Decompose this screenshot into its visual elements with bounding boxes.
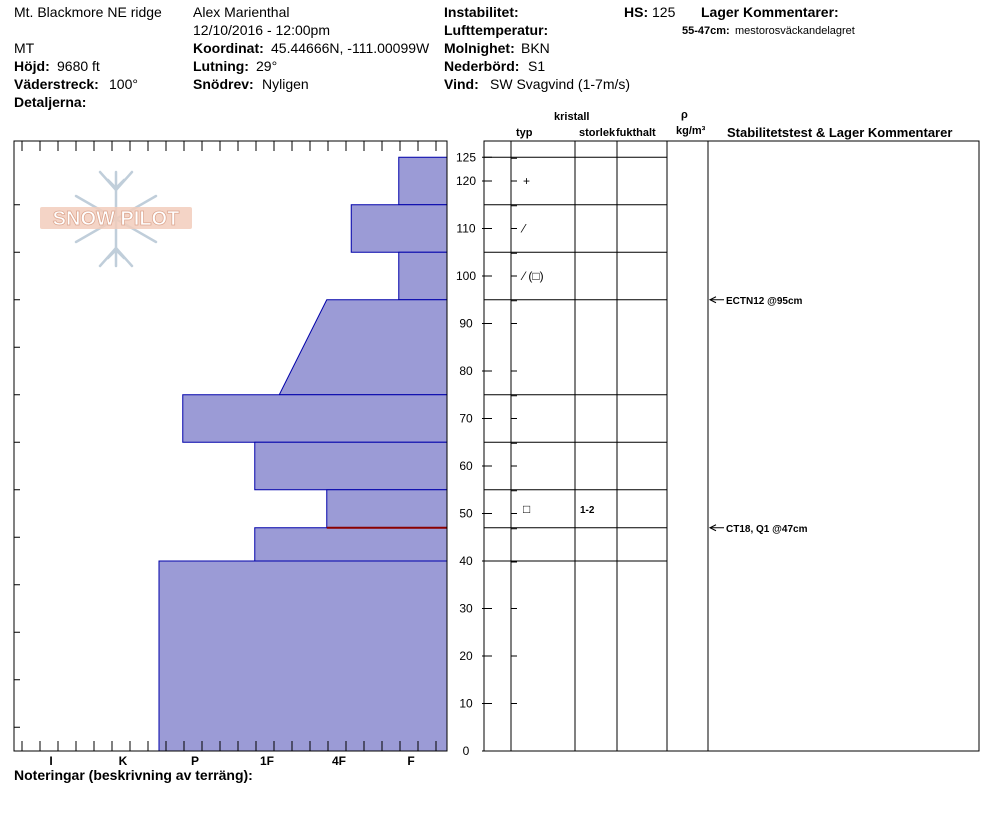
stability-test-1: CT18, Q1 @47cm [726,523,808,535]
grain-size-0: 1-2 [580,504,595,516]
precip-value: S1 [528,58,546,74]
depth-label-110: 110 [456,221,476,236]
moisture-header: fukthalt [616,127,656,139]
hardness-layer-6 [327,490,447,528]
hardness-label-1F: 1F [259,754,275,768]
depth-label-70: 70 [459,411,473,426]
depth-label-100: 100 [455,269,477,283]
depth-label-40: 40 [459,554,473,568]
coordinate-label: Koordinat: [193,40,264,56]
layer-comment-text: mestorosväckandelagret [735,25,855,37]
depth-label-50: 50 [459,506,473,521]
stability-header: Stabilitetstest & Lager Kommentarer [727,125,953,140]
depth-label-80: 80 [459,364,473,378]
grain-type-1: ⁄ [523,221,526,236]
hardness-label-K: K [118,754,128,768]
aspect-label: Väderstreck: [14,76,99,92]
hardness-label-F: F [407,754,415,768]
depth-label-0: 0 [462,744,470,758]
depth-label-20: 20 [459,649,473,663]
wind-label: Vind: [444,76,479,92]
hardness-label-P: P [190,754,200,768]
table-frame [484,141,979,751]
hardness-layer-8 [159,561,447,751]
rho-header: ρ [681,109,688,121]
depth-label-120: 120 [455,174,477,188]
depth-label-125: 125 [455,150,477,165]
stability-test-0: ECTN12 @95cm [726,295,803,307]
coordinate-value: 45.44666N, -111.00099W [271,40,430,56]
hs-value: 125 [652,4,676,20]
snowpilot-logo [40,172,192,266]
details-label: Detaljerna: [14,94,87,110]
logo-text: SNOW PILOT [52,208,180,230]
wind-loading-value: Nyligen [262,76,309,92]
observer-name: Alex Marienthal [193,4,290,20]
crystal-header: kristall [554,111,590,123]
depth-label-30: 30 [459,601,473,616]
layer-comments-label: Lager Kommentarer: [701,4,839,20]
size-header: storlek [579,127,616,139]
depth-label-90: 90 [459,316,473,331]
hardness-layer-2 [399,252,447,300]
notes-label: Noteringar (beskrivning av terräng): [14,767,253,783]
wind-value: SW Svagvind (1-7m/s) [490,76,631,92]
type-header: typ [516,127,533,139]
depth-label-60: 60 [459,459,473,473]
grain-type-3: □ [523,501,531,516]
elevation-label: Höjd: [14,58,50,74]
location-name: Mt. Blackmore NE ridge [14,4,162,20]
slope-value: 29° [256,58,278,74]
sky-label: Molnighet: [444,40,515,56]
hardness-label-I: I [49,754,53,768]
sky-value: BKN [521,40,550,56]
hardness-layer-5 [255,442,447,490]
aspect-value: 100° [109,76,138,92]
state: MT [14,40,35,56]
hardness-layer-4 [183,395,447,443]
layer-comment-range: 55-47cm: [682,25,730,37]
hardness-layer-0 [399,157,447,205]
wind-loading-label: Snödrev: [193,76,254,92]
hs-label: HS: [624,4,649,20]
hardness-layer-7 [255,528,447,561]
hardness-label-4F: 4F [331,754,347,768]
depth-label-10: 10 [459,696,473,711]
instability-label: Instabilitet: [444,4,519,20]
slope-label: Lutning: [193,58,249,74]
elevation-value: 9680 ft [57,58,100,74]
hardness-layer-3 [279,300,447,395]
air-temp-label: Lufttemperatur: [444,22,549,38]
precip-label: Nederbörd: [444,58,520,74]
grain-type-2: ⁄ (□) [523,269,544,283]
observation-datetime: 12/10/2016 - 12:00pm [193,22,330,38]
density-unit-header: kg/m³ [676,125,706,137]
hardness-layer-1 [351,205,447,253]
grain-type-0: + [523,174,531,188]
